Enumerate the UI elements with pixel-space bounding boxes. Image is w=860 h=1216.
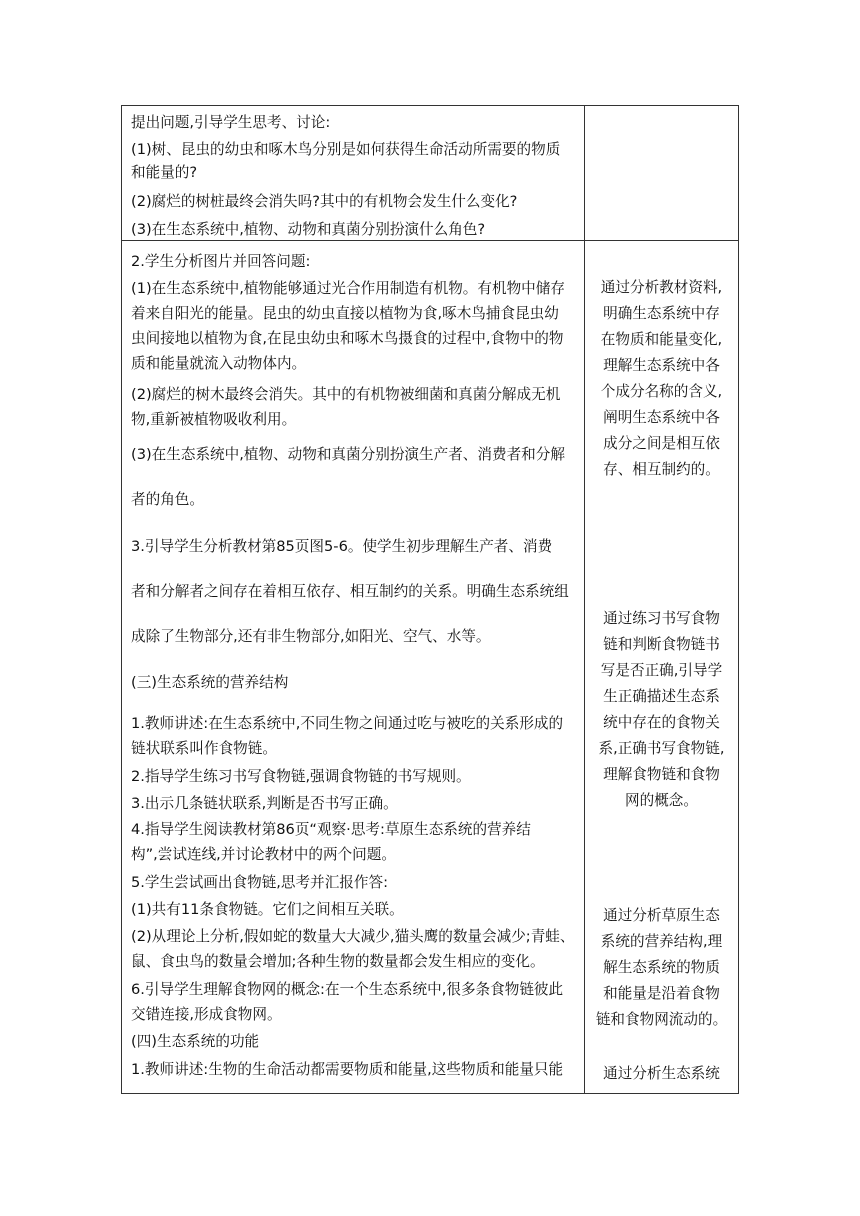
text-line: (2)从理论上分析,假如蛇的数量大大减少,猫头鹰的数量会减少;青蛙、 <box>131 928 575 945</box>
note-line: 成分之间是相互依 <box>603 435 720 452</box>
text-line: 者和分解者之间存在着相互依存、相互制约的关系。明确生态系统组 <box>131 583 569 600</box>
note-line: 在物质和能量变化, <box>600 331 723 348</box>
note-line: 和能量是沿着食物 <box>603 985 720 1002</box>
design-intent-cell <box>585 241 739 1094</box>
text-line: 交错连接,形成食物网。 <box>131 1006 282 1023</box>
note-line: 通过分析教材资料, <box>600 279 723 296</box>
note-line: 通过分析生态系统 <box>603 1065 720 1082</box>
lesson-plan-table <box>121 105 739 1094</box>
section-heading: (三)生态系统的营养结构 <box>131 674 289 691</box>
text-line: (3)在生态系统中,植物、动物和真菌分别扮演生产者、消费者和分解 <box>131 446 565 463</box>
note-line: 阐明生态系统中各 <box>603 409 720 426</box>
note-line: 通过练习书写食物 <box>603 610 720 627</box>
text-line: (1)在生态系统中,植物能够通过光合作用制造有机物。有机物中储存 <box>131 280 565 297</box>
text-line: 提出问题,引导学生思考、讨论: <box>131 114 331 131</box>
text-line: (2)腐烂的树桩最终会消失吗?其中的有机物会发生什么变化? <box>131 193 518 210</box>
text-line: 2.学生分析图片并回答问题: <box>131 253 311 270</box>
note-line: 存、相互制约的。 <box>603 461 720 478</box>
text-line: 和能量的? <box>131 164 198 181</box>
table-row <box>122 241 739 1094</box>
design-intent-cell <box>585 106 739 241</box>
text-line: 2.指导学生练习书写食物链,强调食物链的书写规则。 <box>131 768 471 785</box>
text-line: 6.引导学生理解食物网的概念:在一个生态系统中,很多条食物链彼此 <box>131 981 564 998</box>
note-line: 链和食物网流动的。 <box>595 1011 728 1028</box>
text-line: 者的角色。 <box>131 491 204 508</box>
note-line: 统中存在的食物关 <box>603 714 720 731</box>
note-line: 理解生态系统中各 <box>603 357 720 374</box>
note-line: 系统的营养结构,理 <box>600 933 723 950</box>
text-line: 3.引导学生分析教材第85页图5-6。使学生初步理解生产者、消费 <box>131 538 553 555</box>
note-line: 系,正确书写食物链, <box>598 740 725 757</box>
text-line: 1.教师讲述:生物的生命活动都需要物质和能量,这些物质和能量只能 <box>131 1061 564 1078</box>
text-line: (3)在生态系统中,植物、动物和真菌分别扮演什么角色? <box>131 221 486 238</box>
text-line: 物,重新被植物吸收利用。 <box>131 411 297 428</box>
text-line: (2)腐烂的树木最终会消失。其中的有机物被细菌和真菌分解成无机 <box>131 386 561 403</box>
text-line: 鼠、食虫鸟的数量会增加;各种生物的数量都会发生相应的变化。 <box>131 953 545 970</box>
text-line: 1.教师讲述:在生态系统中,不同生物之间通过吃与被吃的关系形成的 <box>131 715 564 732</box>
teaching-activity-cell <box>122 241 585 1094</box>
text-line: (1)共有11条食物链。它们之间相互关联。 <box>131 901 404 918</box>
note-line: 网的概念。 <box>625 792 698 809</box>
teaching-activity-cell <box>122 106 585 241</box>
text-line: 质和能量就流入动物体内。 <box>131 355 307 372</box>
note-line: 个成分名称的含义, <box>600 383 723 400</box>
note-line: 理解食物链和食物 <box>603 766 720 783</box>
text-line: 构”,尝试连线,并讨论教材中的两个问题。 <box>131 846 396 863</box>
note-line: 链和判断食物链书 <box>603 636 720 653</box>
text-line: 着来自阳光的能量。昆虫的幼虫直接以植物为食,啄木鸟捕食昆虫幼 <box>131 305 559 322</box>
note-line: 生正确描述生态系 <box>603 688 720 705</box>
text-line: 3.出示几条链状联系,判断是否书写正确。 <box>131 795 398 812</box>
table-row <box>122 106 739 241</box>
note-line: 解生态系统的物质 <box>603 959 720 976</box>
text-line: 5.学生尝试画出食物链,思考并汇报作答: <box>131 874 388 891</box>
note-line: 通过分析草原生态 <box>603 907 720 924</box>
text-line: 虫间接地以植物为食,在昆虫幼虫和啄木鸟摄食的过程中,食物中的物 <box>131 330 564 347</box>
text-line: 成除了生物部分,还有非生物部分,如阳光、空气、水等。 <box>131 628 491 645</box>
note-line: 写是否正确,引导学 <box>600 662 723 679</box>
text-line: (1)树、昆虫的幼虫和啄木鸟分别是如何获得生命活动所需要的物质 <box>131 141 561 158</box>
text-line: 链状联系叫作食物链。 <box>131 740 277 757</box>
text-line: 4.指导学生阅读教材第86页“观察·思考:草原生态系统的营养结 <box>131 821 531 838</box>
note-line: 明确生态系统中存 <box>603 305 720 322</box>
section-heading: (四)生态系统的功能 <box>131 1033 260 1050</box>
